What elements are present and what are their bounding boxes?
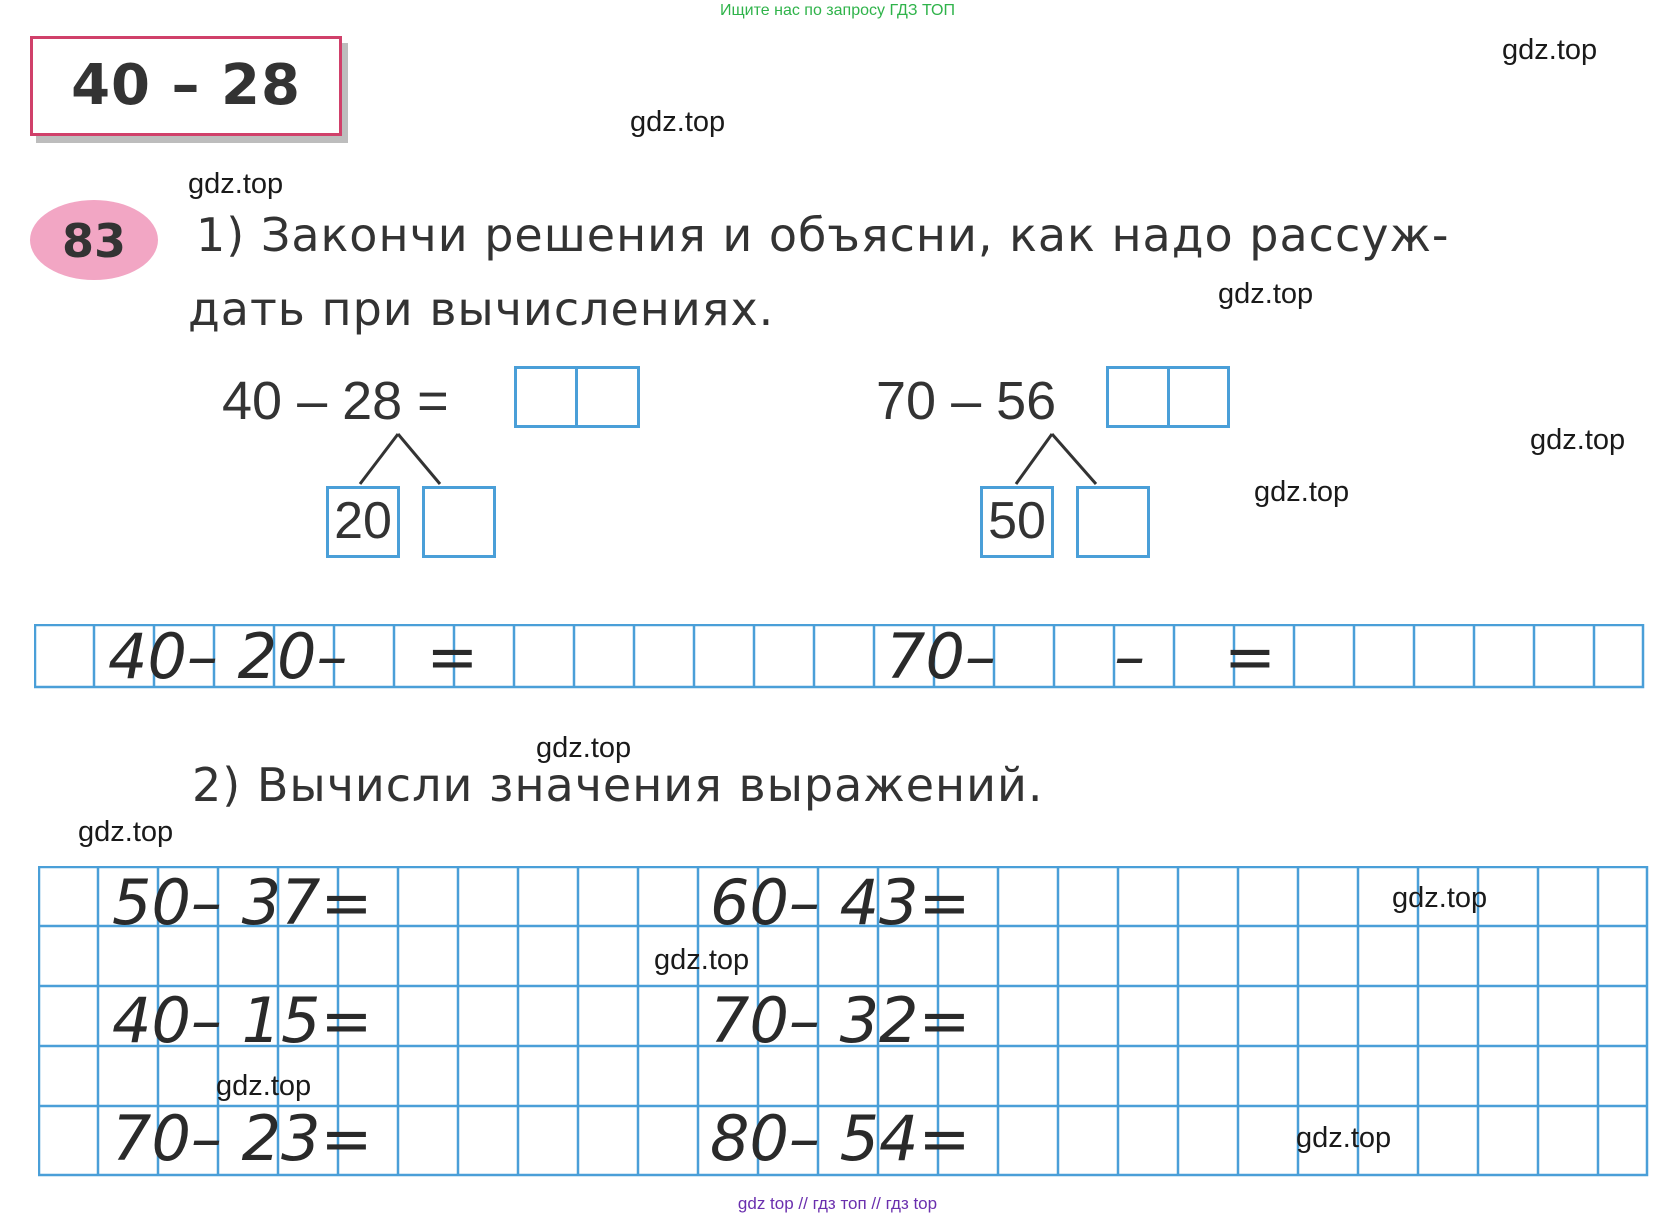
branch-a [360,434,440,484]
watermark: gdz.top [188,168,284,200]
watermark: gdz.top [1502,34,1598,66]
expression-right-1: 60– 43= [710,866,971,939]
footer-credit[interactable]: gdz top // гдз топ // гдз top [737,1194,938,1213]
example-b-known-part-box [980,486,1054,558]
expression-left-3: 70– 23= [112,1102,373,1175]
watermark: gdz.top [630,106,726,138]
exercise-number: 83 [61,214,126,268]
expression-left-2: 40– 15= [112,984,373,1057]
example-b-expression: 70 – 56 [876,371,1057,431]
watermark: gdz.top [1296,1122,1392,1154]
example-b-answer-tens[interactable] [1106,366,1170,428]
topic-title: 40 – 28 [71,53,301,118]
watermark: gdz.top [1254,476,1350,508]
branch-b [1016,434,1096,484]
strip-handwritten-b: 70– – = [886,620,1276,693]
example-a-known-part: 20 [334,492,392,550]
expression-left-1: 50– 37= [112,866,373,939]
watermark: gdz.top [1392,882,1488,914]
example-b-answer-units[interactable] [1170,366,1230,428]
watermark: gdz.top [654,944,750,976]
task-2-heading: 2) Вычисли значения выражений. [192,758,1044,812]
example-a-known-part-box [326,486,400,558]
expression-right-3: 80– 54= [710,1102,971,1175]
strip-handwritten-a: 40– 20– = [108,620,479,693]
expression-right-2: 70– 32= [710,984,971,1057]
watermark: gdz.top [1218,278,1314,310]
watermark: gdz.top [536,732,632,764]
search-banner[interactable]: Ищите нас по запросу ГДЗ ТОП [720,2,955,19]
task-1-line-2: дать при вычислениях. [188,282,775,336]
watermark: gdz.top [78,816,174,848]
watermark: gdz.top [216,1070,312,1102]
example-b-known-part: 50 [988,492,1046,550]
watermark: gdz.top [1530,424,1626,456]
example-a-expression: 40 – 28 = [222,371,449,431]
task-1-line-1: 1) Закончи решения и объясни, как надо рассуж- [196,208,1450,262]
example-a-unknown-part-box[interactable] [422,486,496,558]
example-b-unknown-part-box[interactable] [1076,486,1150,558]
